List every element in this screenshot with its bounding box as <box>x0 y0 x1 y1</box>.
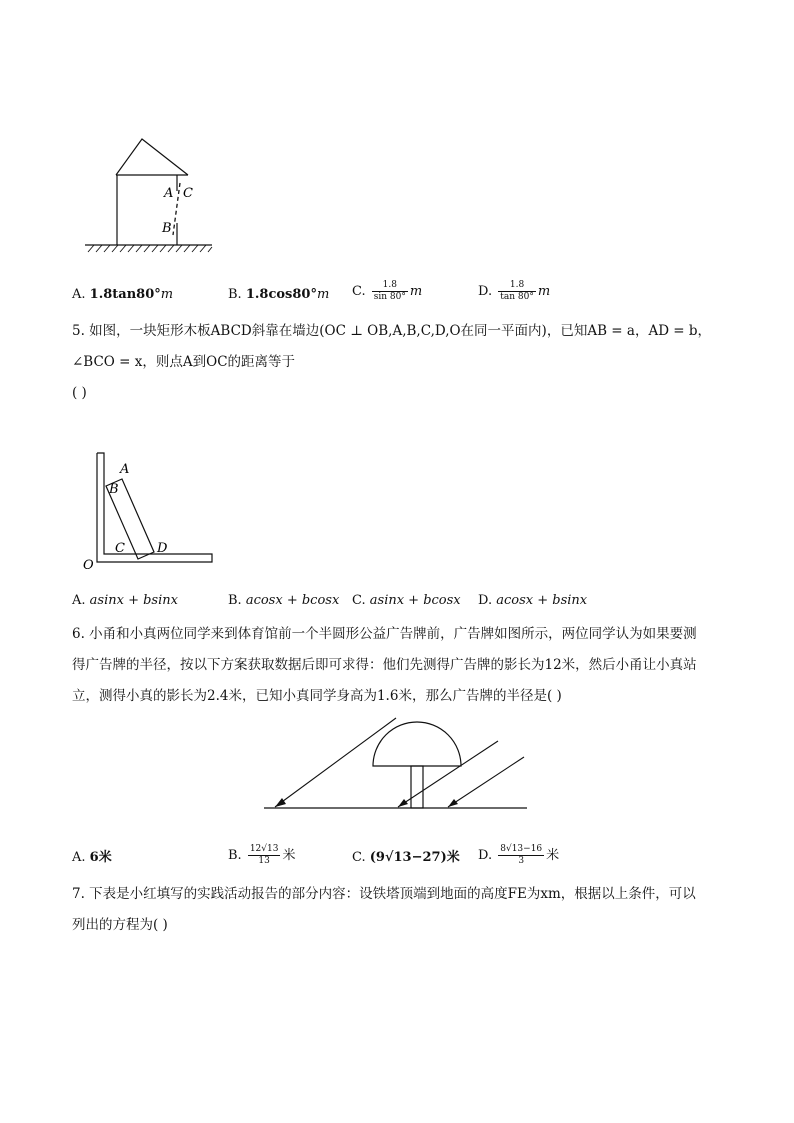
q4-option-b[interactable] <box>228 285 329 305</box>
label-C: C <box>115 541 125 556</box>
q5-stem-line2: ∠BCO = x，则点A到OC的距离等于 <box>72 354 296 370</box>
label-B: B <box>109 482 119 497</box>
q5-option-c[interactable] <box>352 591 461 611</box>
fraction-denominator: 13 <box>258 856 270 866</box>
sun-ray-2 <box>398 741 498 807</box>
option-letter: A. <box>72 287 86 302</box>
q4-option-a[interactable] <box>72 285 173 305</box>
option-unit: m <box>409 284 423 299</box>
billboard-figure <box>260 715 535 815</box>
option-fraction <box>372 280 408 303</box>
option-unit: m <box>160 287 174 302</box>
fraction-numerator: 1.8 <box>498 280 536 292</box>
option-letter: B. <box>228 848 242 863</box>
q5-stem-line1: 5. 如图，一块矩形木板ABCD斜靠在墙边(OC ⊥ OB,A,B,C,D,O在同一平面内)，已知AB = a，AD = b， <box>72 323 712 339</box>
option-letter: A. <box>72 850 86 865</box>
option-letter: B. <box>228 593 242 608</box>
q7-stem-line2: 列出的方程为( ) <box>72 917 168 933</box>
fraction-denominator: sin 80° <box>373 292 406 302</box>
q5-option-b[interactable] <box>228 591 339 611</box>
arrowhead-2 <box>398 799 408 807</box>
ground-hatching <box>88 245 212 252</box>
board-figure <box>80 448 220 578</box>
option-letter: D. <box>478 593 493 608</box>
q4-option-d[interactable] <box>478 280 550 303</box>
option-expr: 1.8tan80° <box>89 287 161 302</box>
option-unit: 米 <box>546 848 560 863</box>
option-text: (9√13−27)米 <box>369 850 460 865</box>
option-expr: 1.8cos80° <box>245 287 317 302</box>
arrowhead-1 <box>275 798 286 807</box>
option-letter: C. <box>352 850 366 865</box>
q6-option-a[interactable] <box>72 848 112 868</box>
option-expr: acosx + bcosx <box>245 593 340 608</box>
q6-stem-line1: 6. 小甬和小真两位同学来到体育馆前一个半圆形公益广告牌前，广告牌如图所示，两位同学认为如果要测 <box>72 626 697 642</box>
q6-stem-line2: 得广告牌的半径，按以下方案获取数据后即可求得：他们先测得广告牌的影长为12米，然后小甬让小真站 <box>72 657 697 673</box>
label-C: C <box>183 186 193 201</box>
fraction-denominator: 3 <box>518 856 525 866</box>
option-fraction <box>498 844 544 867</box>
option-expr: acosx + bsinx <box>496 593 588 608</box>
label-B: B <box>162 221 172 236</box>
option-fraction <box>248 844 281 867</box>
sun-ray-3 <box>448 757 524 807</box>
option-letter: B. <box>228 287 242 302</box>
house-figure <box>80 135 220 260</box>
billboard-post <box>411 766 423 808</box>
label-D: D <box>157 541 168 556</box>
q5-answer-paren: ( ) <box>72 385 87 401</box>
option-letter: D. <box>478 284 493 299</box>
option-text: 6米 <box>89 850 112 865</box>
q5-option-d[interactable] <box>478 591 587 611</box>
fraction-numerator: 12√13 <box>249 844 279 854</box>
option-fraction <box>498 280 536 303</box>
q6-option-b[interactable] <box>228 844 295 867</box>
arrowhead-3 <box>448 799 458 807</box>
q6-option-d[interactable] <box>478 844 559 867</box>
fraction-denominator: tan 80° <box>500 292 534 302</box>
option-letter: A. <box>72 593 86 608</box>
label-A: A <box>120 462 130 477</box>
billboard-semicircle <box>373 722 461 766</box>
house-roof <box>116 139 188 175</box>
option-unit: 米 <box>282 848 296 863</box>
option-expr: asinx + bsinx <box>89 593 178 608</box>
fraction-numerator: 8√13−16 <box>500 844 543 854</box>
option-expr: asinx + bcosx <box>369 593 461 608</box>
label-A: A <box>164 186 174 201</box>
q6-stem-line3: 立，测得小真的影长为2.4米，已知小真同学身高为1.6米，那么广告牌的半径是( ) <box>72 688 562 704</box>
q7-stem-line1: 7. 下表是小红填写的实践活动报告的部分内容：设铁塔顶端到地面的高度FE为xm，根据以上条件，可以 <box>72 886 696 902</box>
option-unit: m <box>537 284 551 299</box>
q4-option-c[interactable] <box>352 280 422 303</box>
q5-option-a[interactable] <box>72 591 178 611</box>
label-O: O <box>83 558 94 573</box>
option-letter: C. <box>352 593 366 608</box>
sun-ray-1 <box>275 718 396 807</box>
q6-option-c[interactable] <box>352 848 460 868</box>
option-letter: C. <box>352 284 366 299</box>
fraction-numerator: 1.8 <box>372 280 408 292</box>
option-unit: m <box>316 287 330 302</box>
option-letter: D. <box>478 848 493 863</box>
